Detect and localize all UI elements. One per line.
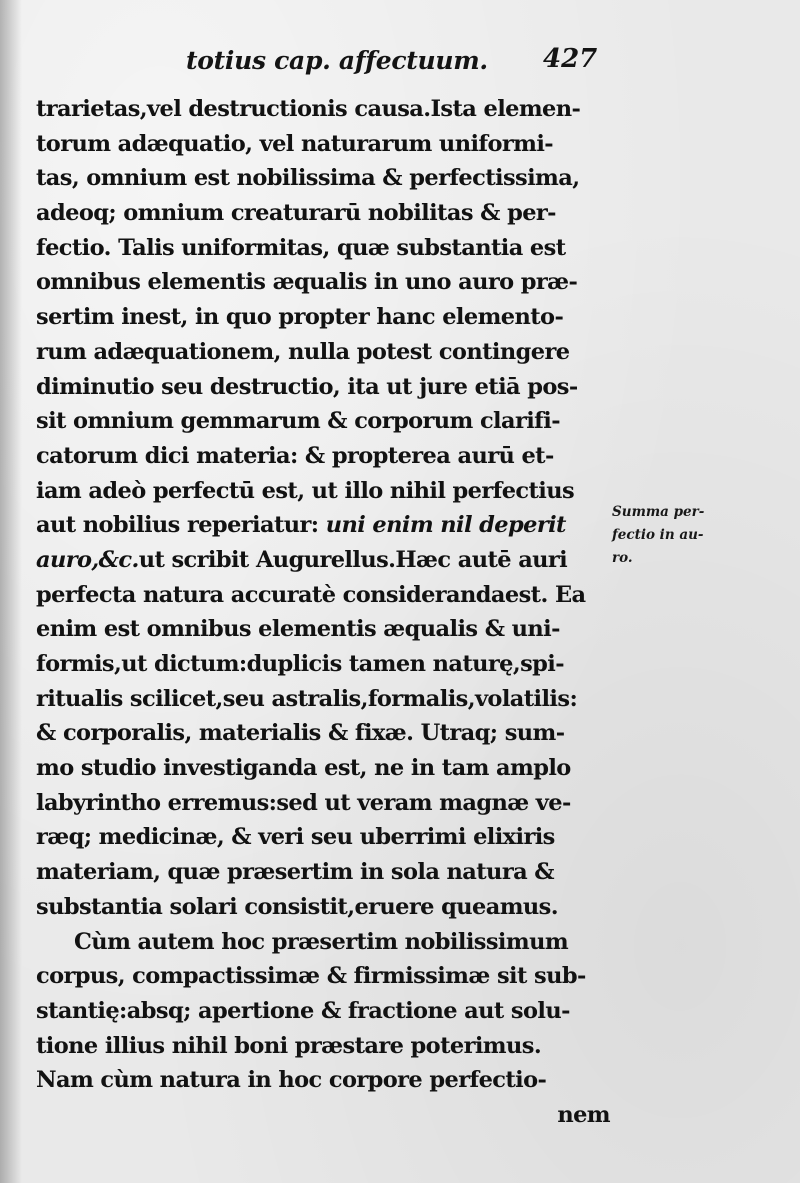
text-line: torum adæquatio, vel naturarum uniformi-: [36, 130, 554, 157]
text-line: materiam, quæ præsertim in sola natura &: [36, 859, 554, 886]
paragraph-first-line: Cùm autem hoc præsertim nobilissimum: [74, 928, 569, 955]
text-run: ut scribit Augurellus.Hæc autē auri: [138, 546, 568, 573]
italic-quotation: auro,&c.: [36, 546, 139, 573]
page-number: 427: [543, 44, 598, 74]
text-line: catorum dici materia: & propterea aurū et-: [36, 442, 554, 469]
text-line: perfecta natura accuratè considerandaest. Ea: [36, 581, 586, 608]
text-line: stantię:absq; apertione & fractione aut solu-: [36, 997, 570, 1024]
catchword: nem: [557, 1101, 610, 1128]
text-line: diminutio seu destructio, ita ut jure etiā pos-: [36, 373, 578, 400]
italic-quotation: uni enim nil deperit: [325, 512, 566, 539]
text-line: ritualis scilicet,seu astralis,formalis,volatilis:: [36, 685, 578, 712]
text-line: tas, omnium est nobilissima & perfectissima,: [36, 165, 580, 192]
text-line: adeoq; omnium creaturarū nobilitas & per-: [36, 200, 556, 227]
main-text-block: [36, 92, 616, 1133]
text-line: formis,ut dictum:duplicis tamen naturę,spi-: [36, 651, 564, 677]
text-line: labyrintho erremus:sed ut veram magnæ ve-: [36, 789, 571, 816]
text-line: & corporalis, materialis & fixæ. Utraq; sum-: [36, 720, 565, 747]
marginal-note-line: ro.: [612, 550, 633, 566]
text-line: iam adeò perfectū est, ut illo nihil perfectius: [36, 477, 575, 504]
text-line: corpus, compactissimæ & firmissimæ sit sub-: [36, 963, 586, 990]
text-line: mo studio investiganda est, ne in tam amplo: [36, 755, 571, 782]
text-line: fectio. Talis uniformitas, quæ substantia est: [36, 234, 566, 261]
marginal-note-line: Summa per-: [612, 504, 705, 520]
text-line: omnibus elementis æqualis in uno auro præ-: [36, 269, 578, 296]
text-line: trarietas,vel destructionis causa.Ista elemen-: [36, 96, 581, 122]
page-gutter-shadow: [0, 0, 22, 1183]
text-line: tione illius nihil boni præstare poterimus.: [36, 1032, 542, 1059]
text-line: [36, 543, 616, 578]
text-line: [36, 508, 616, 543]
marginal-note-line: fectio in au-: [612, 527, 704, 543]
text-line: ræq; medicinæ, & veri seu uberrimi elixiris: [36, 824, 555, 851]
text-line: sit omnium gemmarum & corporum clarifi-: [36, 408, 560, 435]
text-line: Nam cùm natura in hoc corpore perfectio-: [36, 1067, 547, 1094]
text-line: enim est omnibus elementis æqualis & uni-: [36, 616, 560, 643]
text-line: rum adæquationem, nulla potest contingere: [36, 338, 570, 365]
marginal-note: [612, 501, 762, 570]
running-title: totius cap. affectuum.: [186, 46, 488, 75]
text-line: substantia solari consistit,eruere queamus.: [36, 893, 558, 920]
text-line: sertim inest, in quo propter hanc elemento-: [36, 304, 564, 331]
text-run: aut nobilius reperiatur:: [36, 512, 326, 539]
